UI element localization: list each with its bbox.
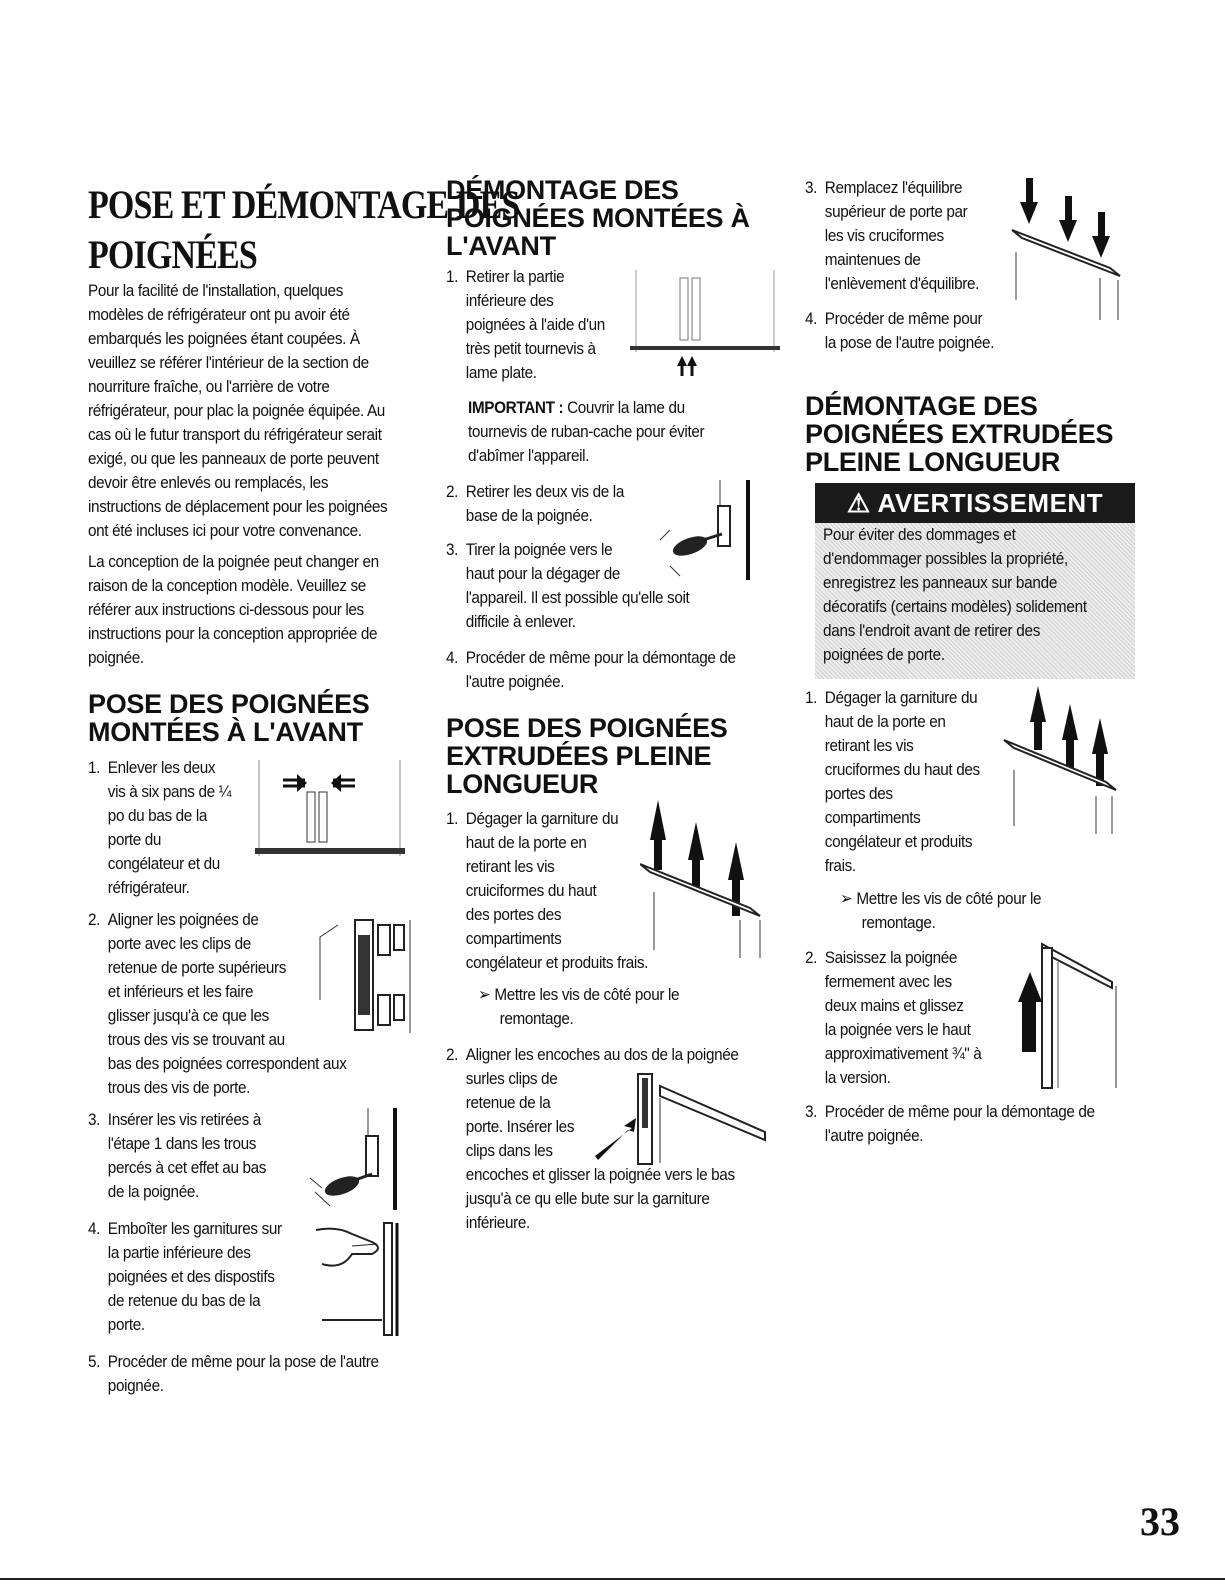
warning-box: Pour éviter des dommages et d'endommager possibles la propriété, enregistrez les panneaux sur bande décoratifs (certains modèles) solidement dans l'endroit avant de retirer des poignées de porte. bbox=[815, 523, 1135, 679]
page-number: 33 bbox=[1140, 1499, 1180, 1544]
door-bottom-trim-figure bbox=[630, 270, 780, 380]
page-title-line-2: POIGNÉES bbox=[88, 232, 257, 277]
warning-title: AVERTISSEMENT bbox=[877, 488, 1104, 518]
arrow-bullet-icon: ➢ bbox=[478, 985, 491, 1004]
handle-lift-figure bbox=[1012, 942, 1130, 1092]
section-heading-pose-extrudees: POSE DES POIGNÉES EXTRUDÉES PLEINE LONGUEUR bbox=[446, 713, 728, 799]
warning-banner bbox=[815, 483, 1135, 523]
note-demontage-extrudees: ➢ Mettre les vis de côté pour le remontage. bbox=[840, 889, 1042, 932]
section-heading-pose-avant: POSE DES POIGNÉES MONTÉES À L'AVANT bbox=[88, 689, 370, 747]
important-note: IMPORTANT : Couvrir la lame du tournevis de ruban-cache pour éviter d'abîmer l'appareil. bbox=[468, 398, 705, 465]
section-heading-demontage-extrudees: DÉMONTAGE DES POIGNÉES EXTRUDÉES PLEINE LONGUEUR bbox=[805, 391, 1114, 477]
top-trim-removal-figure-2 bbox=[1000, 686, 1130, 836]
warning-triangle-icon: ⚠ bbox=[846, 488, 871, 518]
important-label: IMPORTANT : bbox=[468, 398, 564, 417]
top-trim-removal-figure bbox=[640, 800, 780, 960]
intro-paragraph-1: Pour la facilité de l'installation, quelques modèles de réfrigérateur ont pu avoir été embarqués les poignées étant coupées. À veuillez se référer l'intérieur de la section de nourriture fraîche, ou l'arrière de votre réfrigérateur, pour plac la poignée équipée. Au cas où le futur transport du réfrigérateur serait exigé, ou que les panneaux de porte peuvent devoir être enlevés ou remplacés, les instructions de déplacement pour les poignées ont été incluses ici pour votre convenance. bbox=[88, 281, 388, 540]
handle-clips-figure bbox=[310, 915, 420, 1035]
handle-slide-on-clips-figure bbox=[590, 1068, 780, 1168]
section-heading-demontage-avant: DÉMONTAGE DES POIGNÉES MONTÉES À L'AVANT bbox=[446, 175, 750, 261]
screwdriver-figure bbox=[300, 1108, 410, 1213]
note-pose-extrudees: ➢ Mettre les vis de côté pour le remontage. bbox=[478, 985, 680, 1028]
top-trim-replace-figure bbox=[1010, 172, 1130, 322]
bottom-rule bbox=[0, 1578, 1225, 1580]
hand-trim-figure bbox=[312, 1218, 407, 1343]
arrow-bullet-icon: ➢ bbox=[840, 889, 853, 908]
screwdriver-remove-figure bbox=[650, 480, 760, 590]
door-bottom-screws-figure bbox=[255, 760, 405, 870]
intro-paragraph-2: La conception de la poignée peut changer en raison de la conception modèle. Veuillez se référer aux instructions ci-dessous pour les instructions pour la conception appropriée de poignée. bbox=[88, 552, 379, 667]
page-title-line-1: POSE ET DÉMONTAGE DES bbox=[88, 182, 520, 227]
